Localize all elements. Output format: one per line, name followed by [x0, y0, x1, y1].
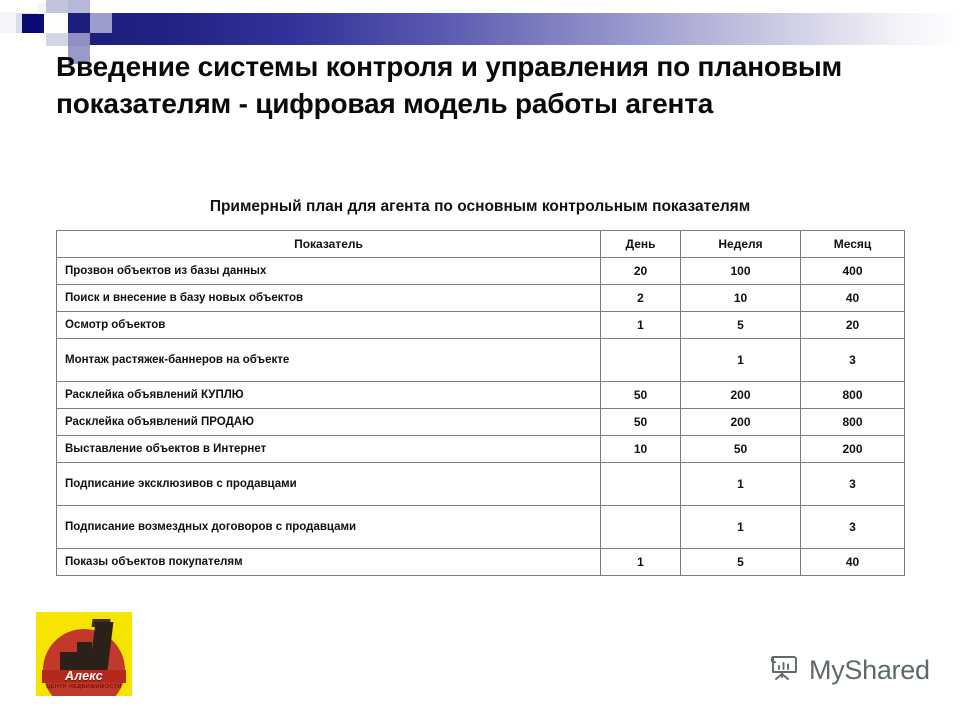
cell-day [601, 339, 681, 382]
myshared-watermark [768, 651, 930, 690]
cell-week: 5 [681, 312, 801, 339]
cell-day: 50 [601, 409, 681, 436]
cell-week: 1 [681, 339, 801, 382]
column-header-indicator: Показатель [57, 231, 601, 258]
myshared-label: MyShared [809, 655, 930, 685]
table-header-row [57, 231, 905, 258]
decor-square [68, 0, 90, 13]
cell-indicator: Прозвон объектов из базы данных [57, 258, 601, 285]
cell-indicator: Осмотр объектов [57, 312, 601, 339]
cell-indicator: Поиск и внесение в базу новых объектов [57, 285, 601, 312]
cell-month: 40 [801, 549, 905, 576]
table-row [57, 312, 905, 339]
cell-day [601, 506, 681, 549]
cell-indicator: Монтаж растяжек-баннеров на объекте [57, 339, 601, 382]
table-row [57, 549, 905, 576]
cell-week: 200 [681, 382, 801, 409]
table-row [57, 436, 905, 463]
header-decoration-band [0, 0, 960, 50]
logo-tagline: ЦЕНТР НЕДВИЖИМОСТИ [46, 684, 122, 690]
cell-month: 800 [801, 409, 905, 436]
column-header-week: Неделя [681, 231, 801, 258]
cell-indicator: Расклейка объявлений КУПЛЮ [57, 382, 601, 409]
cell-month: 40 [801, 285, 905, 312]
cell-day [601, 463, 681, 506]
cell-day: 10 [601, 436, 681, 463]
header-gradient-bar [68, 13, 960, 45]
decor-square-dark [22, 14, 44, 33]
cell-month: 200 [801, 436, 905, 463]
cell-week: 1 [681, 463, 801, 506]
cell-day: 50 [601, 382, 681, 409]
column-header-month: Месяц [801, 231, 905, 258]
cell-week: 10 [681, 285, 801, 312]
cell-indicator: Подписание эксклюзивов с продавцами [57, 463, 601, 506]
cell-day: 1 [601, 549, 681, 576]
table-row [57, 463, 905, 506]
decor-square [0, 12, 16, 33]
decor-square [46, 0, 68, 13]
cell-week: 5 [681, 549, 801, 576]
cell-indicator: Выставление объектов в Интернет [57, 436, 601, 463]
cell-month: 3 [801, 463, 905, 506]
cell-indicator: Расклейка объявлений ПРОДАЮ [57, 409, 601, 436]
cell-month: 400 [801, 258, 905, 285]
logo-company-name: Алекс [65, 669, 103, 683]
decor-square [46, 13, 68, 33]
cell-day: 2 [601, 285, 681, 312]
cell-week: 1 [681, 506, 801, 549]
cell-month: 3 [801, 506, 905, 549]
plan-table [56, 230, 905, 576]
cell-month: 800 [801, 382, 905, 409]
cell-week: 200 [681, 409, 801, 436]
table-row [57, 285, 905, 312]
table-row [57, 339, 905, 382]
decor-square [90, 13, 112, 33]
table-caption: Примерный план для агента по основным контрольным показателям [209, 198, 751, 215]
cell-month: 20 [801, 312, 905, 339]
cell-indicator: Подписание возмездных договоров с продавцами [57, 506, 601, 549]
table-row [57, 506, 905, 549]
cell-week: 100 [681, 258, 801, 285]
table-row [57, 382, 905, 409]
decor-square [68, 33, 90, 46]
table-head [57, 231, 905, 258]
cell-day: 20 [601, 258, 681, 285]
cell-week: 50 [681, 436, 801, 463]
decor-square [46, 33, 68, 46]
presentation-board-icon [768, 651, 802, 690]
cell-indicator: Показы объектов покупателям [57, 549, 601, 576]
cell-month: 3 [801, 339, 905, 382]
cell-day: 1 [601, 312, 681, 339]
company-logo [36, 612, 132, 696]
table-row [57, 258, 905, 285]
slide-title: Введение системы контроля и управления по плановым показателям - цифровая модель работы агента [56, 51, 843, 120]
table-body [57, 258, 905, 576]
table-row [57, 409, 905, 436]
column-header-day: День [601, 231, 681, 258]
